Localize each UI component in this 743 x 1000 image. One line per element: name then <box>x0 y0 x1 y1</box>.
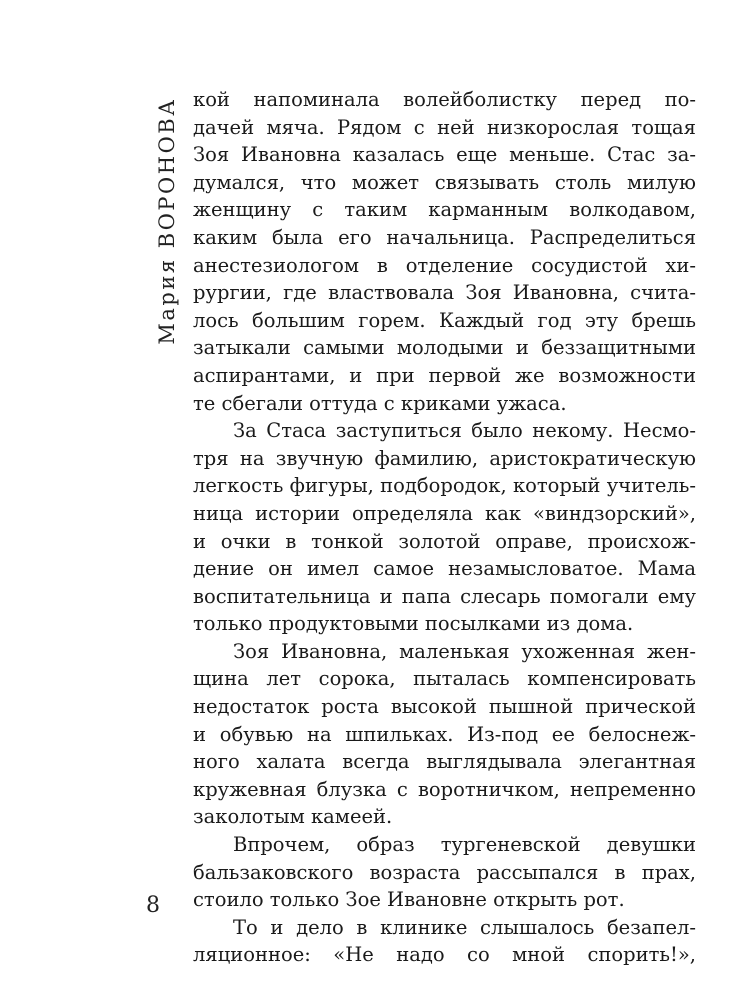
text-line: То и дело в клинике слышалось безапел- <box>233 915 696 939</box>
text-line: лось большим горем. Каждый год эту брешь <box>193 308 696 332</box>
paragraph <box>193 86 696 417</box>
text-line: Зоя Ивановна казалась еще меньше. Стас за- <box>193 143 696 167</box>
running-head-text: Мария ВОРОНОВА <box>155 97 179 345</box>
body-text <box>193 86 696 969</box>
text-line: За Стаса заступиться было некому. Несмо- <box>233 419 696 443</box>
text-line: кружевная блузка с воротничком, непременно <box>193 777 696 801</box>
text-line: женщину с таким карманным волкодавом, <box>193 198 696 222</box>
text-line: ного халата всегда выглядывала элегантная <box>193 750 696 774</box>
text-line: аспирантами, и при первой же возможности <box>193 363 696 387</box>
text-line: недостаток роста высокой пышной прической <box>193 695 696 719</box>
text-line: щина лет сорока, пыталась компенсировать <box>193 667 696 691</box>
paragraph <box>193 417 696 638</box>
text-line: легкость фигуры, подбородок, который учитель- <box>193 474 696 498</box>
text-line: только продуктовыми посылками из дома. <box>193 612 634 636</box>
text-line: думался, что может связывать столь милую <box>193 170 696 194</box>
text-line: рургии, где властвовала Зоя Ивановна, счита- <box>193 281 696 305</box>
text-line: и очки в тонкой золотой оправе, происхож- <box>193 529 696 553</box>
text-line: тря на звучную фамилию, аристократическую <box>193 446 696 470</box>
paragraph <box>193 914 696 969</box>
text-line: заколотым камеей. <box>193 805 393 829</box>
text-line: те сбегали оттуда с криками ужаса. <box>193 391 567 415</box>
text-line: стоило только Зое Ивановне открыть рот. <box>193 888 625 912</box>
text-line: анестезиологом в отделение сосудистой хи- <box>193 253 696 277</box>
text-line: затыкали самыми молодыми и беззащитными <box>193 336 696 360</box>
text-line: и обувью на шпильках. Из-под ее белоснеж- <box>193 722 696 746</box>
text-line: дачей мяча. Рядом с ней низкорослая тощая <box>193 115 696 139</box>
paragraph <box>193 831 696 914</box>
text-line: каким была его начальница. Распределиться <box>193 225 696 249</box>
text-line: дение он имел самое незамысловатое. Мама <box>193 557 696 581</box>
text-line: Впрочем, образ тургеневской девушки <box>233 833 696 857</box>
page-number: 8 <box>146 893 160 918</box>
text-line: воспитательница и папа слесарь помогали ему <box>193 584 696 608</box>
paragraph <box>193 638 696 831</box>
text-line: бальзаковского возраста рассыпался в прах, <box>193 860 696 884</box>
text-line: ляционное: «Не надо со мной спорить!», <box>193 943 696 967</box>
text-line: кой напоминала волейболистку перед по- <box>193 88 696 111</box>
running-head <box>152 96 182 346</box>
text-line: Зоя Ивановна, маленькая ухоженная жен- <box>233 639 696 663</box>
text-line: ница истории определяла как «виндзорский», <box>193 501 696 525</box>
